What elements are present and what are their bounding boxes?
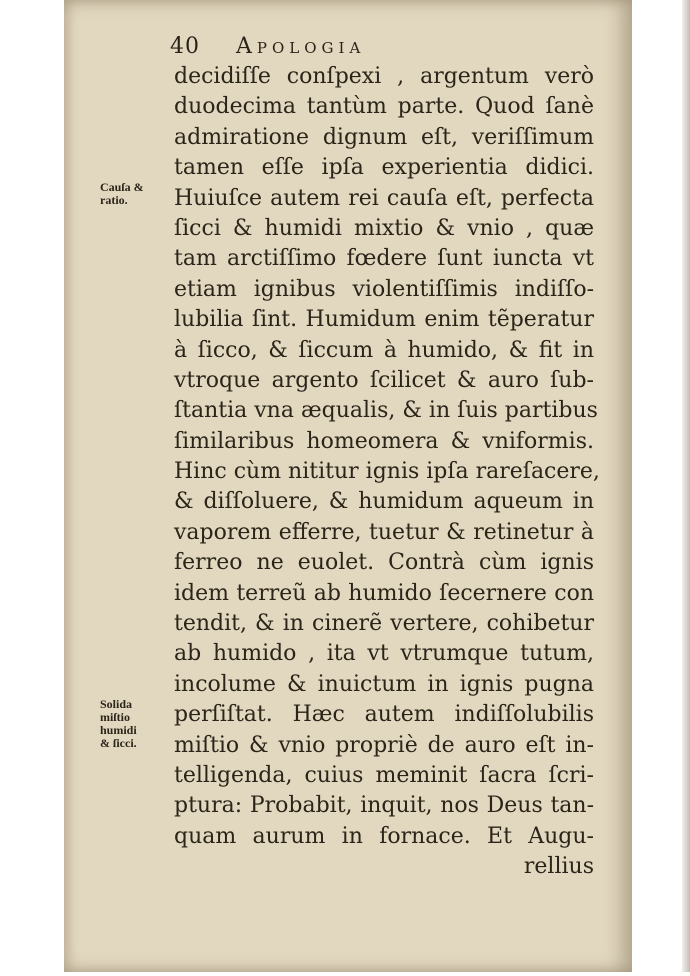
body-text [174, 62, 600, 883]
text-line: ſtantia vna æqualis, & in ſuis partibus [174, 398, 598, 424]
margin-note-line: Solida [100, 697, 133, 711]
text-line: ab humido , ita vt vtrumque tutum, [174, 641, 594, 667]
text-line: ſicci & humidi mixtio & vnio , quæ [174, 215, 594, 241]
text-line: tamen eſſe ipſa experientia didici. [174, 155, 594, 181]
text-line: à ſicco, & ſiccum à humido, & fit in [174, 337, 594, 363]
text-line: quam aurum in fornace. Et Augu- [174, 823, 594, 849]
margin-note-causa [100, 181, 144, 207]
margin-note-line: miſtio [100, 710, 130, 724]
running-header [170, 34, 365, 60]
text-line: duodecima tantùm parte. Quod ſanè [174, 94, 594, 120]
text-line: idem terreũ ab humido ſecernere con [174, 580, 594, 606]
text-line: perſiſtat. Hæc autem indiſſolubilis [174, 702, 594, 728]
text-line: & diſſoluere, & humidum aqueum in [174, 489, 594, 515]
running-title: Apologia [236, 34, 366, 59]
text-line: ſimilaribus homeomera & vniformis. [174, 428, 594, 454]
text-line: miſtio & vnio propriè de auro eſt in- [174, 732, 594, 758]
text-line: admiratione dignum eſt, veriſſimum [174, 124, 594, 150]
text-line: Hinc cùm nititur ignis ipſa rareſacere, [174, 459, 600, 485]
catchword: rellius [523, 854, 594, 880]
text-line: vtroque argento ſcilicet & auro ſub- [174, 367, 594, 393]
margin-note-solida [100, 698, 137, 750]
text-line: tam arctiſſimo fœdere ſunt iuncta vt [174, 246, 594, 272]
text-line: tendit, & in cinerẽ vertere, cohibetur [174, 611, 594, 637]
text-line: etiam ignibus violentiſſimis indiſſo- [174, 276, 594, 302]
text-line: lubilia ſint. Humidum enim tẽperatur [174, 307, 594, 333]
margin-note-line: Cauſa & [100, 180, 144, 194]
text-line: decidiſſe conſpexi , argentum verò [174, 64, 594, 89]
page-edge-shadow [682, 0, 690, 972]
text-line: vaporem efferre, tuetur & retinetur à [174, 519, 594, 545]
text-line: ferreo ne euolet. Contrà cùm ignis [174, 550, 594, 576]
text-line: telligenda, cuius meminit ſacra ſcri- [174, 762, 594, 788]
margin-note-line: & ſicci. [100, 736, 137, 750]
text-line: ptura: Probabit, inquit, nos Deus tan- [174, 793, 594, 819]
margin-note-line: ratio. [100, 193, 128, 207]
text-line: Huiuſce autem rei cauſa eſt, perfecta [174, 185, 594, 211]
page-number: 40 [170, 34, 200, 59]
text-line: incolume & inuictum in ignis pugna [174, 671, 594, 697]
margin-note-line: humidi [100, 723, 137, 737]
